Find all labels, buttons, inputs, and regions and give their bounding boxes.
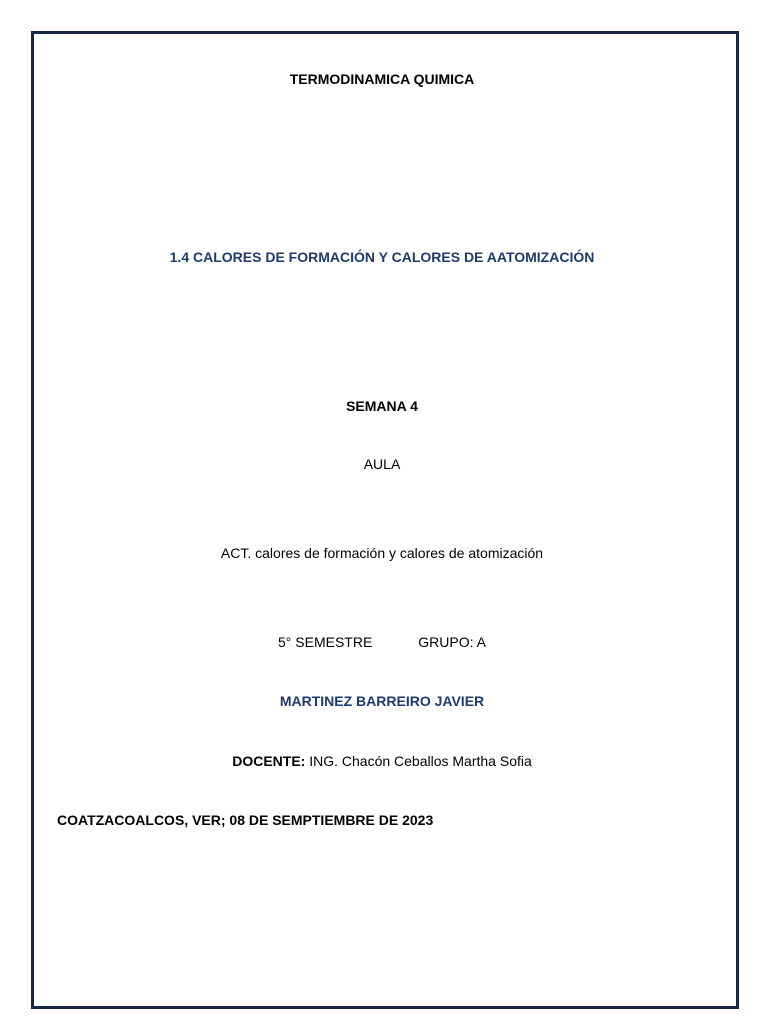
student-name: MARTINEZ BARREIRO JAVIER [279, 693, 485, 709]
page-border [31, 31, 739, 1009]
group-label: GRUPO: A [418, 634, 486, 650]
teacher-row [31, 752, 733, 770]
place-date: COATZACOALCOS, VER; 08 DE SEMPTIEMBRE DE 2023 [57, 812, 434, 828]
modality-label: AULA [363, 456, 401, 472]
teacher-name: ING. Chacón Ceballos Martha Sofia [305, 753, 532, 769]
topic-title: 1.4 CALORES DE FORMACIÓN Y CALORES DE AATOMIZACIÓN [169, 249, 595, 265]
semester-group-row [31, 633, 733, 651]
semester-label: 5° SEMESTRE [278, 634, 373, 650]
activity-label: ACT. calores de formación y calores de atomización [220, 545, 544, 561]
week-label: SEMANA 4 [346, 398, 418, 414]
subject-title: TERMODINAMICA QUIMICA [289, 71, 475, 87]
teacher-label: DOCENTE: [232, 753, 306, 769]
